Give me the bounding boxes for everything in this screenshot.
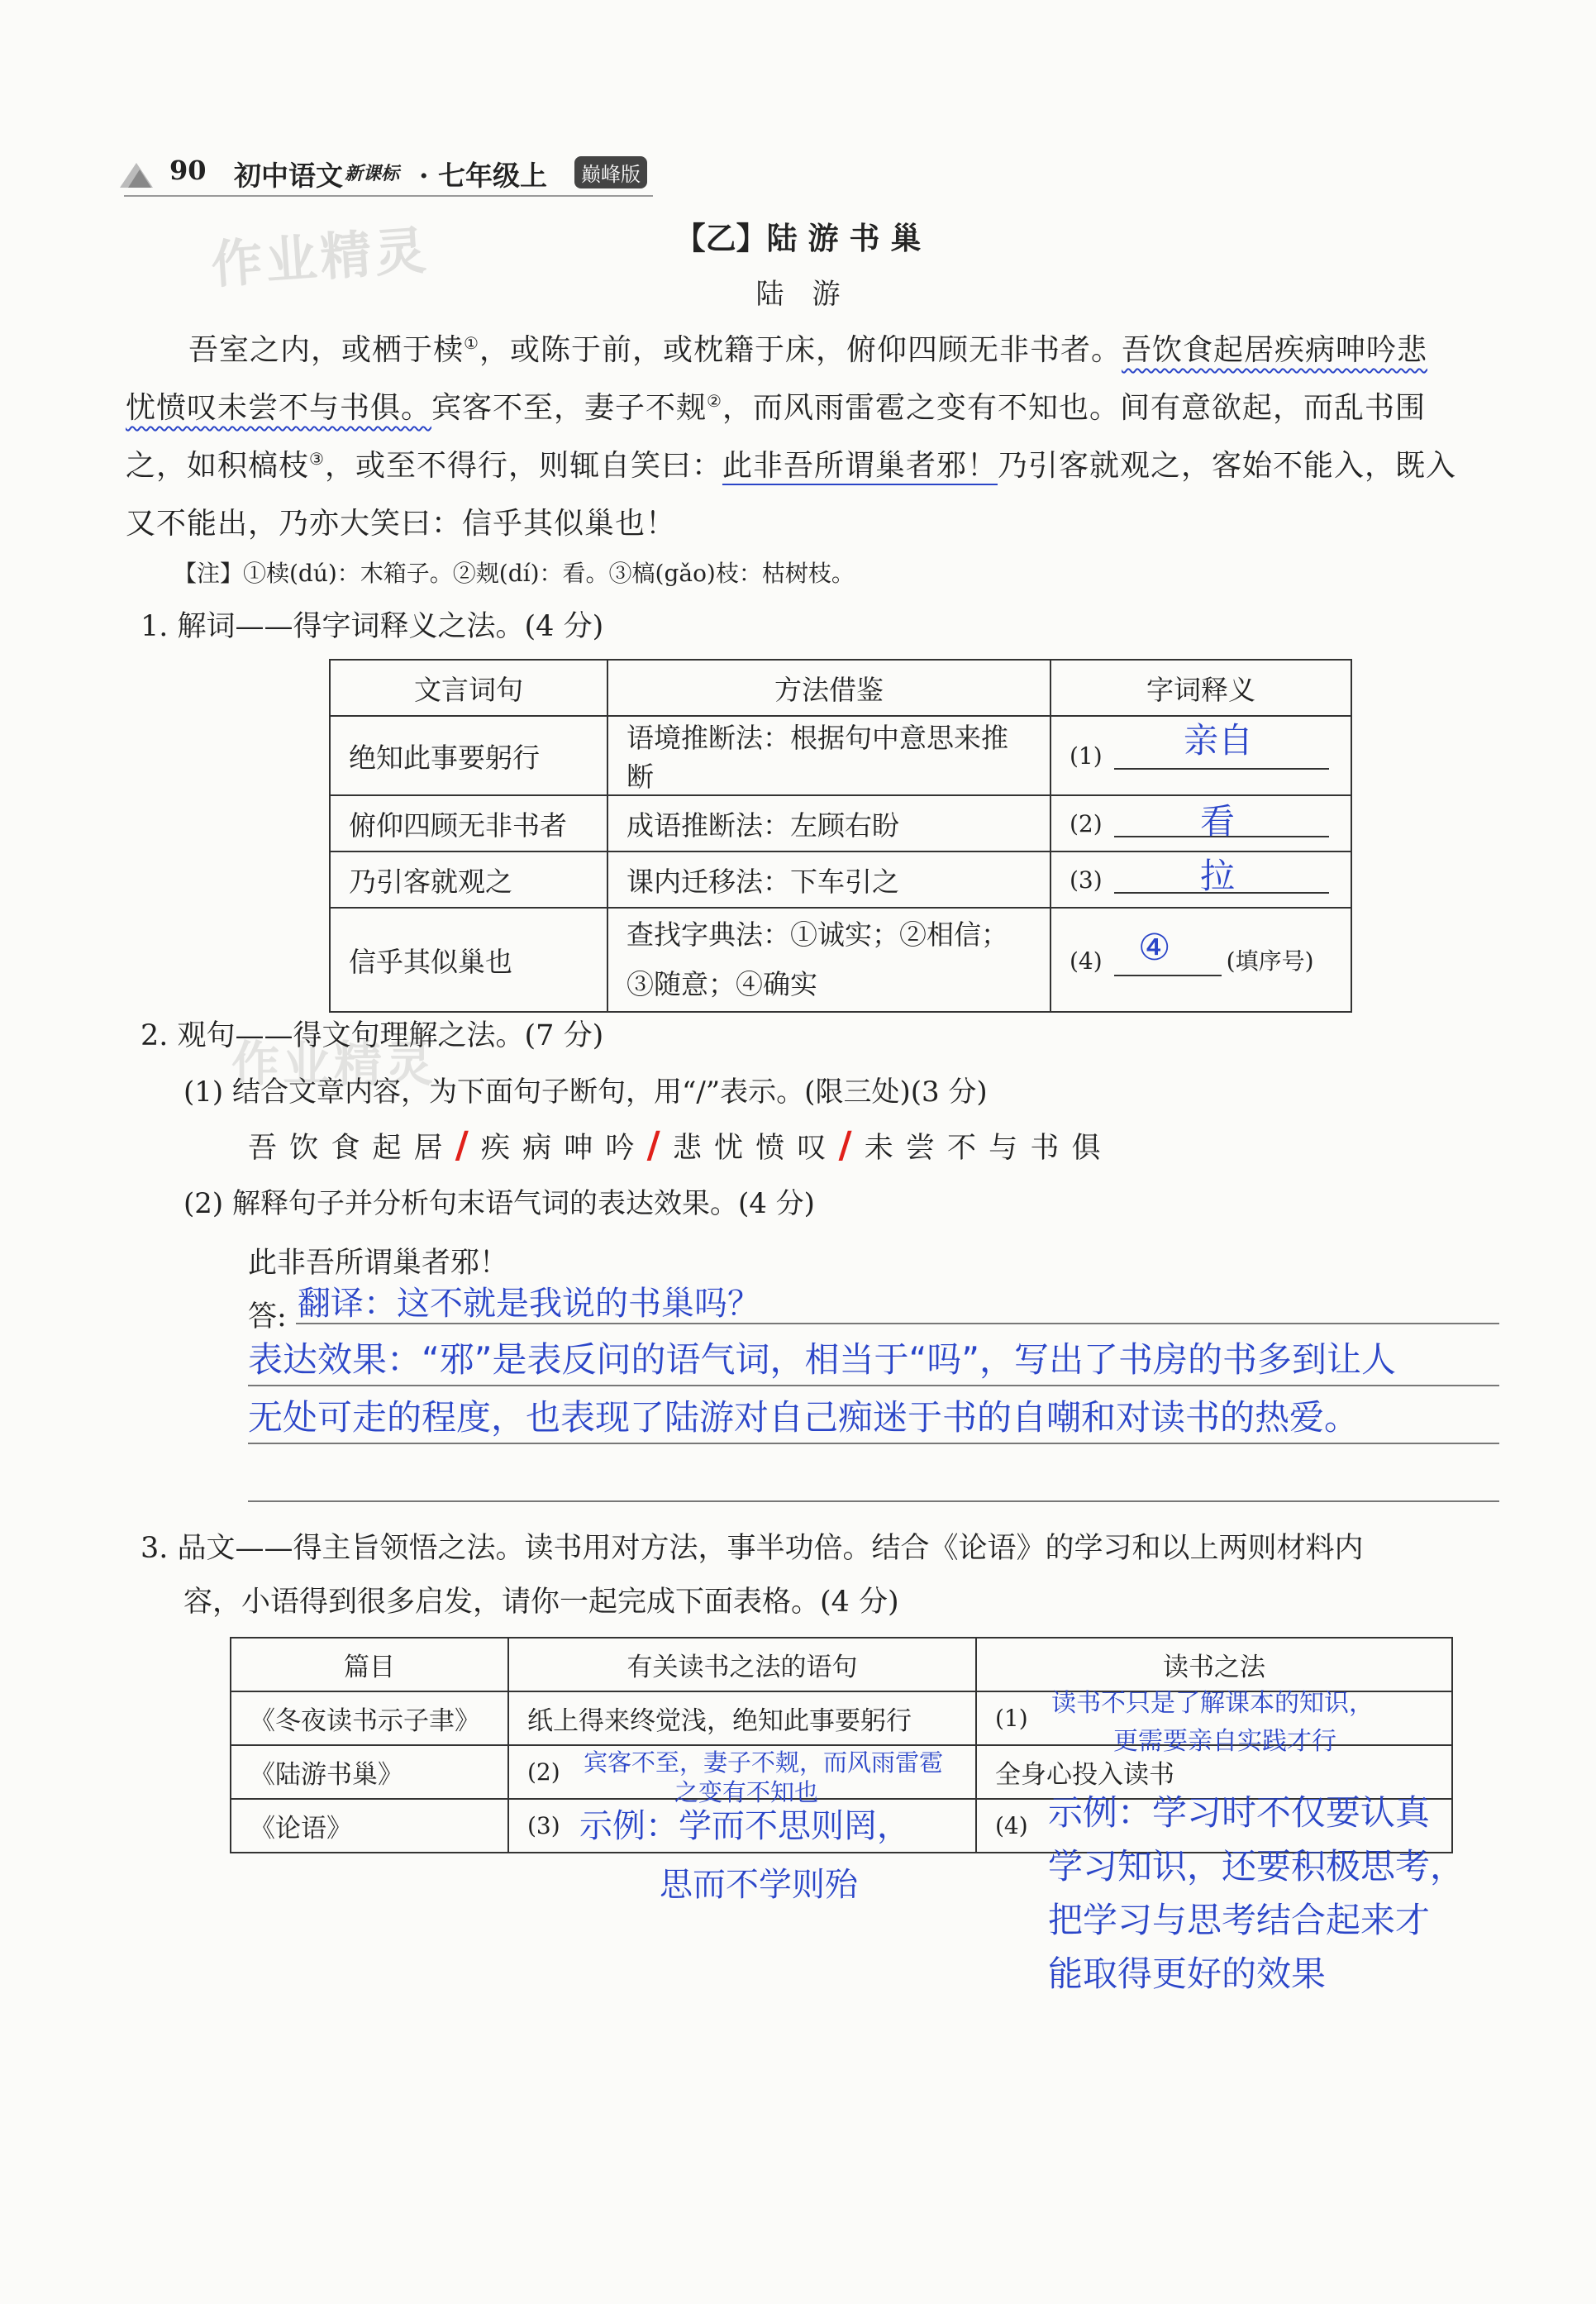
q1-method: 成语推断法：左顾右盼 (607, 795, 1051, 851)
q1-phrase: 俯仰四顾无非书者 (330, 795, 607, 851)
table-row (330, 908, 1351, 1012)
q1-answer-number: (3) (1070, 866, 1103, 894)
table-row (330, 851, 1351, 908)
underlined-sentence: 忧愤叹未尝不与书俱。 (126, 391, 432, 425)
q2-sub2: (2) 解释句子并分析句末语气词的表达效果。(4 分) (183, 1187, 815, 1220)
q3-method-cell[interactable] (976, 1689, 1452, 1756)
passage-text: 乃引客就观之，客始不能入，既入 (997, 449, 1456, 483)
q1-title: 1. 解词——得字词释义之法。(4 分) (141, 610, 604, 643)
q1-answer-hw: ④ (1138, 927, 1171, 969)
q1-method: 查找字典法：①诚实；②相信；③随意；④确实 (607, 908, 1051, 1012)
passage-line-3 (126, 442, 1456, 484)
answer-rule (248, 1443, 1499, 1444)
q2-sentence: 吾 饮 食 起 居 / 疾 病 呻 吟 / 悲 忧 愤 叹 / 未 尝 不 与 书 俱 (248, 1124, 1103, 1166)
break-slash: / (646, 1124, 662, 1166)
q2-answer-label: 答: (248, 1300, 287, 1333)
passage-text: 之，如积槁枝 (126, 449, 310, 483)
q2-title: 2. 观句——得文句理解之法。(7 分) (141, 1019, 604, 1052)
q2-answer-line-3[interactable]: 无处可走的程度，也表现了陆游对自己痴迷于书的自嘲和对读书的热爱。 (248, 1397, 1360, 1438)
q1-answer-cell[interactable] (1051, 851, 1351, 908)
q1-answer-cell[interactable] (1051, 716, 1351, 795)
q3-method-hw-2: 更需要亲自实践才行 (1113, 1727, 1336, 1756)
passage-text: 吾室之内，或栖于椟 (188, 333, 465, 367)
q3-sentence: 纸上得来终觉浅，绝知此事要躬行 (508, 1691, 976, 1745)
passage-title: 【乙】陆 游 书 巢 (674, 220, 922, 256)
page-number: 90 (169, 155, 207, 186)
q3-method-hw-1: 读书不只是了解课本的知识， (1051, 1689, 1374, 1718)
q1-answer-number: (4) (1070, 947, 1103, 975)
q2-answer-line-2[interactable]: 表达效果：“邪”是表反问的语气词，相当于“吗”，写出了书房的书多到让人 (248, 1339, 1397, 1380)
q3-method-hw-line-4: 能取得更好的效果 (1048, 1953, 1327, 1994)
passage-author: 陆 游 (755, 278, 841, 311)
underlined-sentence: 此非吾所谓巢者邪！ (722, 449, 998, 483)
q3-method-number: (4) (995, 1812, 1028, 1839)
q1-answer-number: (1) (1070, 742, 1103, 770)
answer-rule (296, 1323, 1499, 1324)
q1-answer-suffix: (填序号) (1226, 947, 1314, 975)
q3-sentence-hw-1: 示例：学而不思则罔， (579, 1807, 910, 1845)
passage-line-2 (126, 384, 1426, 427)
answer-rule (248, 1385, 1499, 1386)
q1-answer-hw: 拉 (1200, 856, 1236, 896)
q1-answer-cell[interactable] (1051, 795, 1351, 851)
answer-rule (248, 1500, 1499, 1502)
q2-answer-line-1[interactable]: 翻译：这不就是我说的书巢吗？ (298, 1285, 760, 1323)
footnote-mark: ① (464, 333, 479, 353)
q1-answer-hw: 亲自 (1184, 720, 1254, 761)
q3-sentence-cell[interactable] (508, 1745, 976, 1806)
q3-method-hw-line-3: 把学习与思考结合起来才 (1048, 1900, 1431, 1940)
page-header (120, 153, 665, 194)
q1-method: 语境推断法：根据句中意思来推断 (607, 716, 1051, 795)
q1-method: 课内迁移法：下车引之 (607, 851, 1051, 908)
q3-header-sentence: 有关读书之法的语句 (508, 1638, 976, 1691)
q3-sentence-hw-1: 宾客不至，妻子不觌，而风雨雷雹 (584, 1748, 944, 1777)
q1-phrase: 绝知此事要躬行 (330, 716, 607, 795)
q3-sentence-number: (2) (527, 1758, 560, 1786)
q2-sub1: (1) 结合文章内容，为下面句子断句，用“/”表示。(限三处)(3 分) (183, 1076, 988, 1109)
footnote-mark: ③ (309, 449, 325, 469)
table-row (330, 716, 1351, 795)
q1-header-meaning: 字词释义 (1051, 660, 1351, 716)
passage-line-4: 又不能出，乃亦大笑曰：信乎其似巢也！ (126, 507, 677, 541)
underlined-sentence: 吾饮食起居疾病呻吟悲 (1121, 333, 1427, 367)
watermark-2: 作业精灵 (231, 1036, 437, 1092)
q1-header-method: 方法借鉴 (607, 660, 1051, 716)
q2-quote: 此非吾所谓巢者邪！ (248, 1247, 509, 1280)
q3-header-method: 读书之法 (976, 1638, 1452, 1691)
passage-text: ，或至不得行，则辄自笑曰： (324, 449, 722, 483)
q3-title-line-1: 3. 品文——得主旨领悟之法。读书用对方法，事半功倍。结合《论语》的学习和以上两则材料内 (141, 1532, 1364, 1565)
passage-text: ，或陈于前，或枕籍于床，俯仰四顾无非书者。 (479, 333, 1122, 367)
break-slash: / (455, 1124, 470, 1166)
watermark: 作业精灵 (209, 219, 431, 296)
passage-text: 宾客不至，妻子不觌 (431, 391, 707, 425)
table-row (231, 1691, 1452, 1745)
q3-method-number: (1) (995, 1705, 1028, 1732)
passage-note: 【注】①椟(dú)：木箱子。②觌(dí)：看。③槁(gǎo)枝：枯树枝。 (174, 560, 855, 587)
passage-line-1 (188, 327, 1427, 369)
q3-sentence-hw-2: 思而不学则殆 (660, 1866, 858, 1904)
q3-sentence-hw-2: 之变有不知也 (674, 1778, 819, 1806)
q1-answer-cell[interactable] (1051, 908, 1351, 1012)
q3-sentence-cell[interactable] (508, 1799, 976, 1853)
break-slash: / (838, 1124, 854, 1166)
table-row (330, 795, 1351, 851)
q3-method-hw-line-2: 学习知识，还要积极思考， (1048, 1846, 1465, 1887)
q1-answer-number: (2) (1070, 809, 1103, 837)
q3-work: 《陆游书巢》 (231, 1745, 508, 1799)
subject-title: 初中语文 (234, 160, 343, 192)
series-name: 新课标 (345, 163, 400, 184)
q3-sentence-number: (3) (527, 1812, 560, 1839)
footnote-mark: ② (707, 391, 722, 411)
q3-header-work: 篇目 (231, 1638, 508, 1691)
q1-phrase: 信乎其似巢也 (330, 908, 607, 1012)
header-rule (124, 195, 653, 197)
q3-work: 《冬夜读书示子聿》 (231, 1691, 508, 1745)
q1-answer-hw: 看 (1200, 801, 1236, 842)
q1-table (329, 659, 1352, 1013)
header-triangle-icon (120, 160, 155, 188)
q3-method: 全身心投入读书 (976, 1745, 1452, 1799)
q1-header-phrase: 文言词句 (330, 660, 607, 716)
q3-work: 《论语》 (231, 1799, 508, 1853)
q3-title-line-2: 容，小语得到很多启发，请你一起完成下面表格。(4 分) (183, 1586, 899, 1619)
grade-title: · 七年级上 (419, 160, 547, 192)
passage-text: ，而风雨雷雹之变有不知也。间有意欲起，而乱书围 (722, 391, 1426, 425)
q3-method-hw-line-1: 示例：学习时不仅要认真 (1048, 1792, 1431, 1833)
edition-badge: 巅峰版 (574, 156, 647, 188)
q1-phrase: 乃引客就观之 (330, 851, 607, 908)
